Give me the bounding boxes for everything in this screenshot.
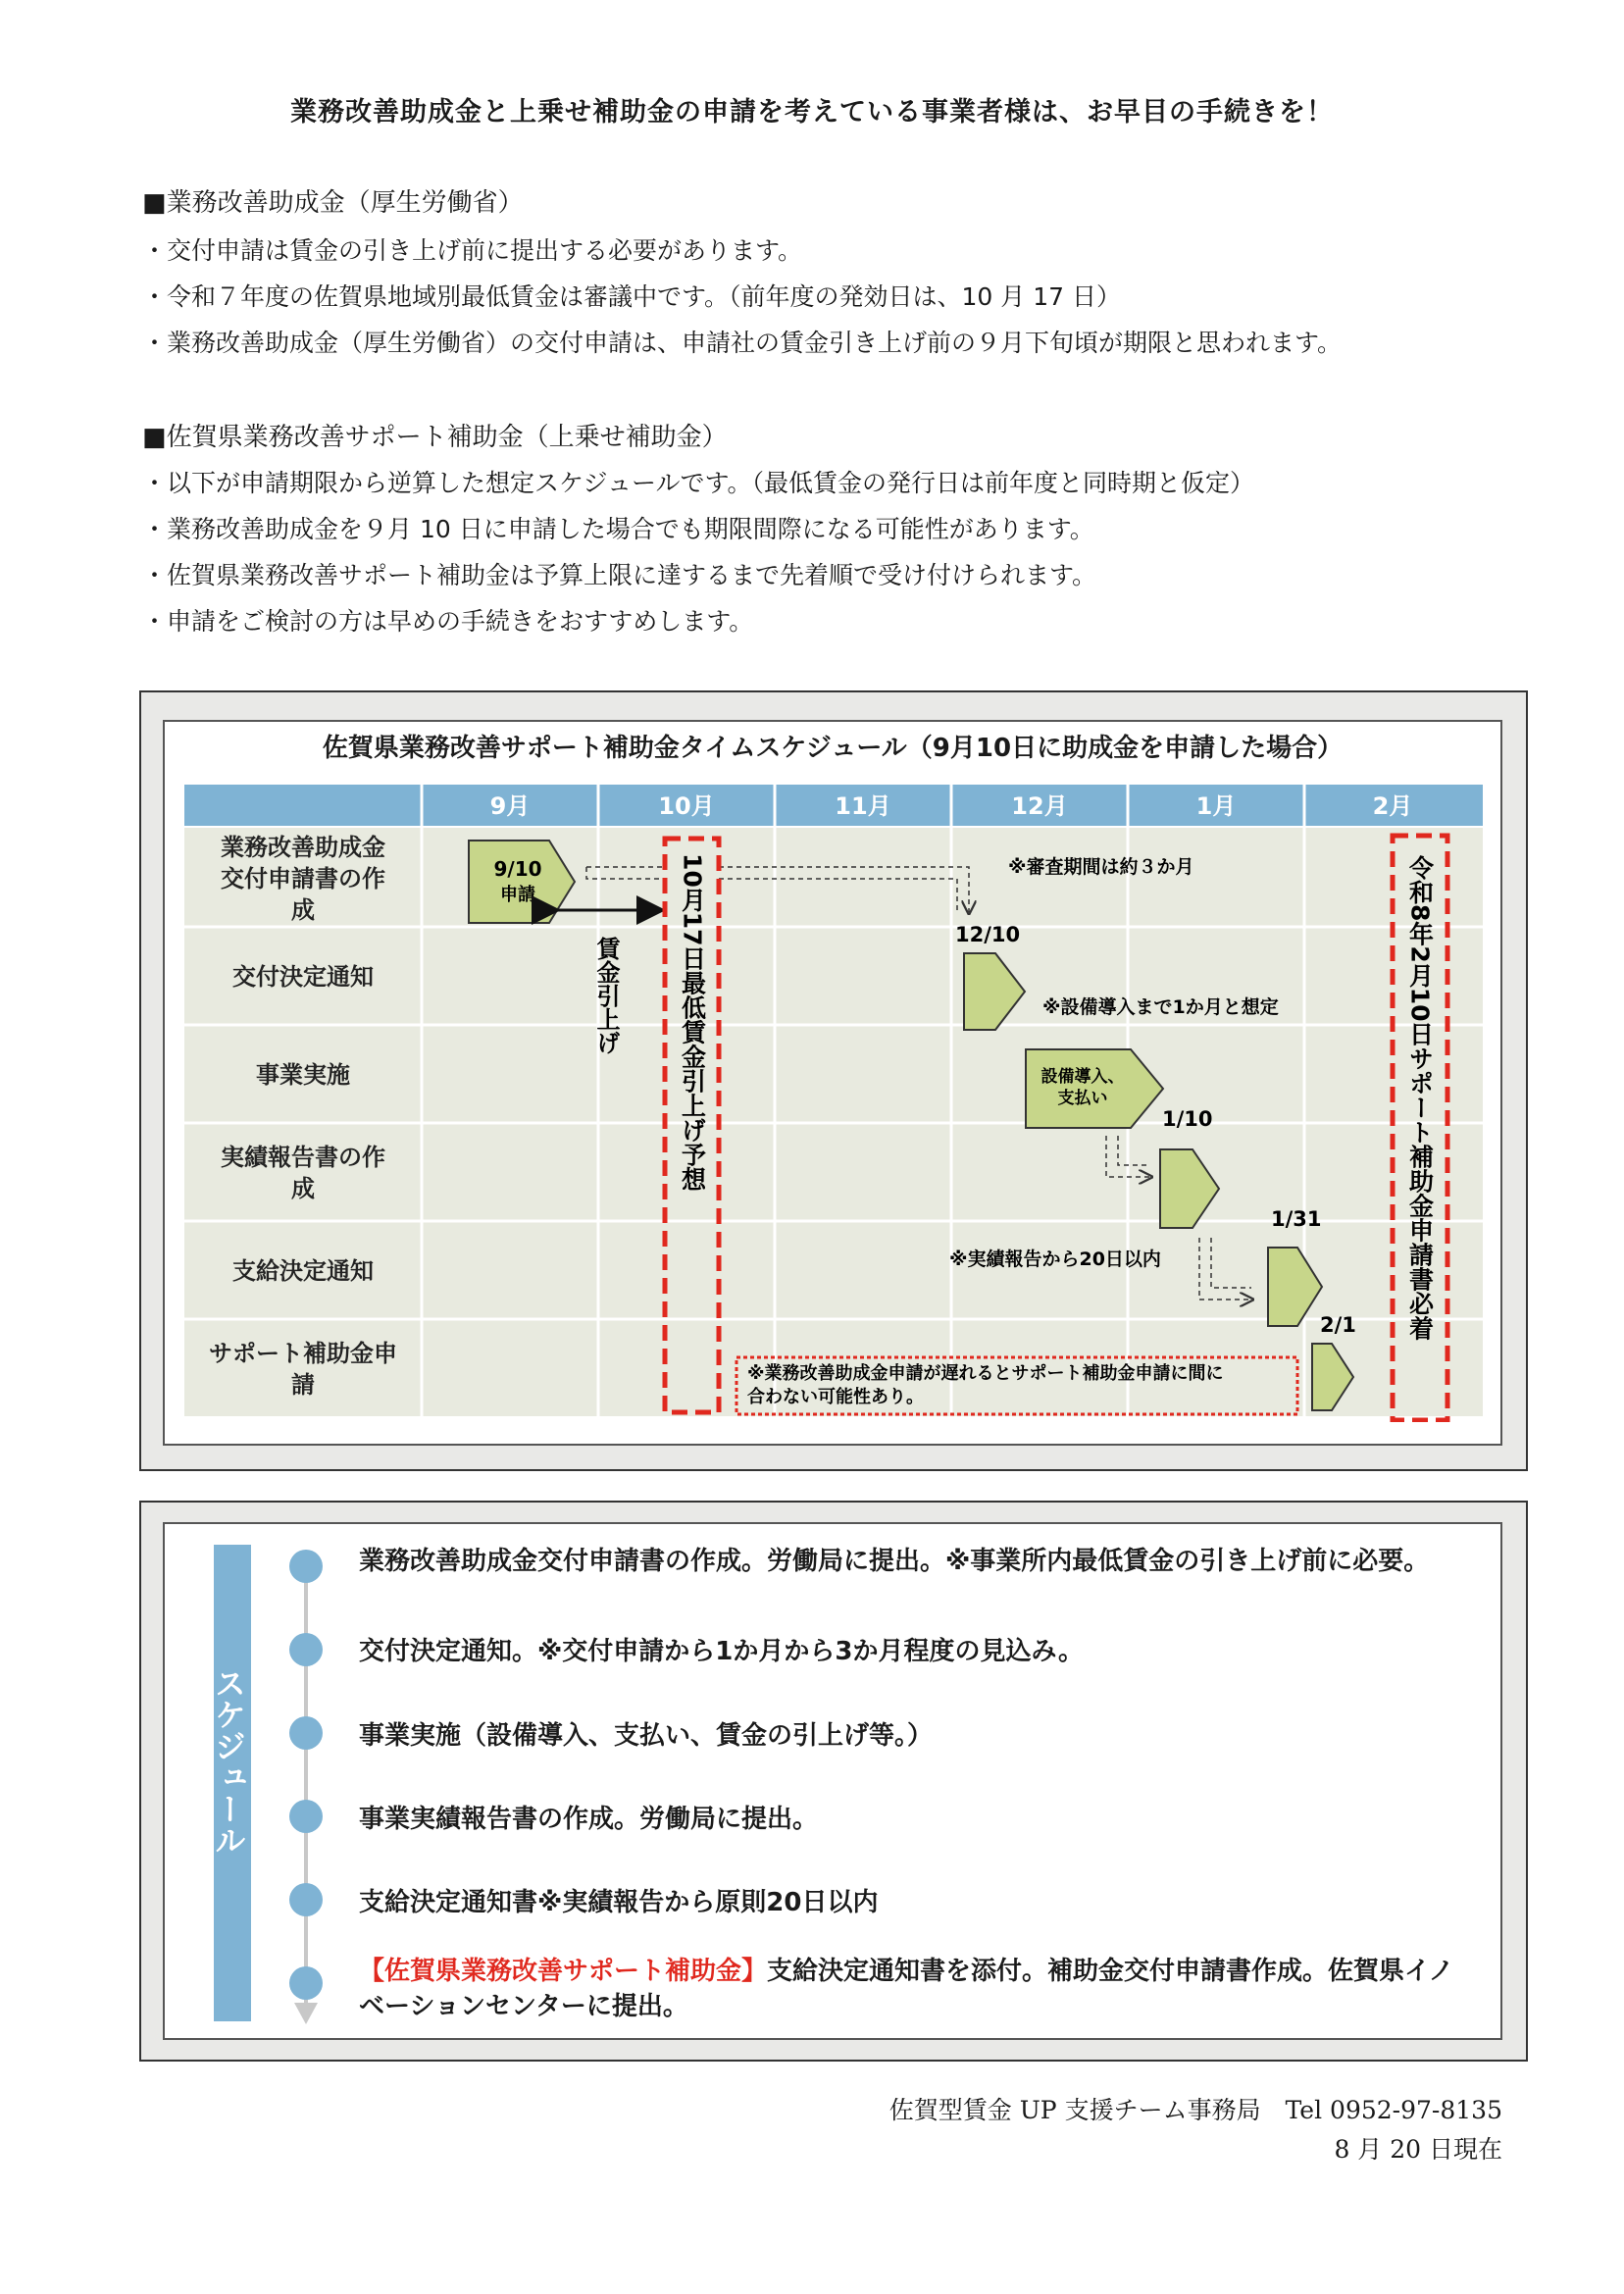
- section2-title: ■佐賀県業務改善サポート補助金（上乗せ補助金）: [142, 423, 728, 452]
- schedule-step: 業務改善助成金交付申請書の作成。労働局に提出。※事業所内最低賃金の引き上げ前に必要。: [359, 1547, 1430, 1576]
- month-label: 9月: [489, 792, 531, 820]
- impl-label-2: 支払い: [1057, 1089, 1108, 1108]
- month-label: 2月: [1372, 792, 1413, 820]
- footer-office: 佐賀型賃金 UP 支援チーム事務局 Tel 0952-97-8135: [888, 2096, 1502, 2124]
- section1-bullet: ・業務改善助成金（厚生労働省）の交付申請は、申請社の賃金引き上げ前の９月下旬頃が期限と思われます。: [142, 329, 1343, 357]
- schedule-step: 事業実施（設備導入、支払い、賃金の引上げ等。）: [359, 1721, 934, 1751]
- schedule-step-final: [359, 1954, 1457, 2024]
- month-label: 12月: [1011, 792, 1068, 820]
- warning-line-1: ※業務改善助成金申請が遅れるとサポート補助金申請に間に: [747, 1363, 1224, 1384]
- month-label: 11月: [835, 792, 891, 820]
- date-131: 1/31: [1271, 1207, 1322, 1231]
- month-label: 1月: [1195, 792, 1237, 820]
- row-label: 実績報告書の作: [221, 1144, 385, 1171]
- section1-bullet: ・令和７年度の佐賀県地域別最低賃金は審議中です。（前年度の発効日は、10 月 17 日）: [142, 282, 1121, 311]
- row-label: 交付申請書の作: [221, 865, 385, 892]
- date-110: 1/10: [1162, 1107, 1213, 1131]
- step-circle: [289, 1966, 323, 2000]
- row-label: 支給決定通知: [232, 1257, 374, 1285]
- deadline-label: 令和8年2月10日サポート補助金申請書必着: [1405, 855, 1435, 1341]
- section2-bullet: ・申請をご検討の方は早めの手続きをおすすめします。: [142, 607, 754, 636]
- row-label: 成: [291, 1175, 315, 1202]
- schedule-step: 交付決定通知。※交付申請から1か月から3か月程度の見込み。: [359, 1637, 1085, 1666]
- impl-label-1: 設備導入、: [1040, 1067, 1125, 1087]
- step-circle: [289, 1883, 323, 1916]
- section2-bullet: ・佐賀県業務改善サポート補助金は予算上限に達するまで先着順で受け付けられます。: [142, 561, 1097, 589]
- headline: 業務改善助成金と上乗せ補助金の申請を考えている事業者様は、お早目の手続きを！: [290, 97, 1334, 127]
- month-header: [184, 785, 1483, 826]
- wage-raise-label: 賃金引上げ: [592, 937, 620, 1054]
- section1-bullet: ・交付申請は賃金の引き上げ前に提出する必要があります。: [142, 236, 803, 265]
- schedule-step: 事業実績報告書の作成。労働局に提出。: [359, 1805, 819, 1834]
- section2-bullet: ・業務改善助成金を９月 10 日に申請した場合でも期限間際になる可能性があります。: [142, 515, 1094, 543]
- row-label: 業務改善助成金: [221, 834, 385, 861]
- row-label: 事業実施: [256, 1061, 350, 1089]
- down-arrow-icon: [292, 2001, 320, 2028]
- step-application-label: 申請: [500, 885, 535, 905]
- step-circle: [289, 1716, 323, 1750]
- timeline-chart: [184, 785, 1483, 1422]
- review-note: ※審査期間は約３か月: [1008, 856, 1194, 878]
- step-circle: [289, 1800, 323, 1833]
- section2-bullet: ・以下が申請期限から逆算した想定スケジュールです。（最低賃金の発行日は前年度と同時期と仮定）: [142, 469, 1255, 497]
- final-step-text: 支給決定通知書を添付。補助金交付申請書作成。佐賀県イノベーションセンターに提出。: [359, 1957, 1454, 2021]
- schedule-label: スケジュール: [210, 1667, 247, 1856]
- step-application-date: 9/10: [493, 857, 542, 881]
- section1-title: ■業務改善助成金（厚生労働省）: [142, 188, 524, 218]
- footer-date: 8 月 20 日現在: [1334, 2135, 1502, 2164]
- warning-line-2: 合わない可能性あり。: [747, 1387, 924, 1407]
- date-21: 2/1: [1320, 1313, 1356, 1337]
- equip-note: ※設備導入まで1か月と想定: [1042, 996, 1279, 1018]
- month-label: 10月: [658, 792, 715, 820]
- schedule-step: 支給決定通知書※実績報告から原則20日以内: [359, 1888, 879, 1917]
- min-wage-label: 10月17日最低賃金引上げ予想: [678, 853, 707, 1192]
- report-note: ※実績報告から20日以内: [949, 1249, 1161, 1270]
- row-label: 交付決定通知: [232, 963, 374, 991]
- step-circle: [289, 1550, 323, 1583]
- final-step-highlight: 【佐賀県業務改善サポート補助金】: [359, 1957, 768, 1986]
- timeline-title: 佐賀県業務改善サポート補助金タイムスケジュール（9月10日に助成金を申請した場合）: [322, 734, 1344, 763]
- row-label: 成: [291, 896, 315, 924]
- row-label: サポート補助金申: [209, 1340, 397, 1367]
- row-label: 請: [291, 1371, 315, 1399]
- date-1210: 12/10: [955, 923, 1021, 946]
- schedule-connector: [304, 1559, 308, 2011]
- step-circle: [289, 1633, 323, 1666]
